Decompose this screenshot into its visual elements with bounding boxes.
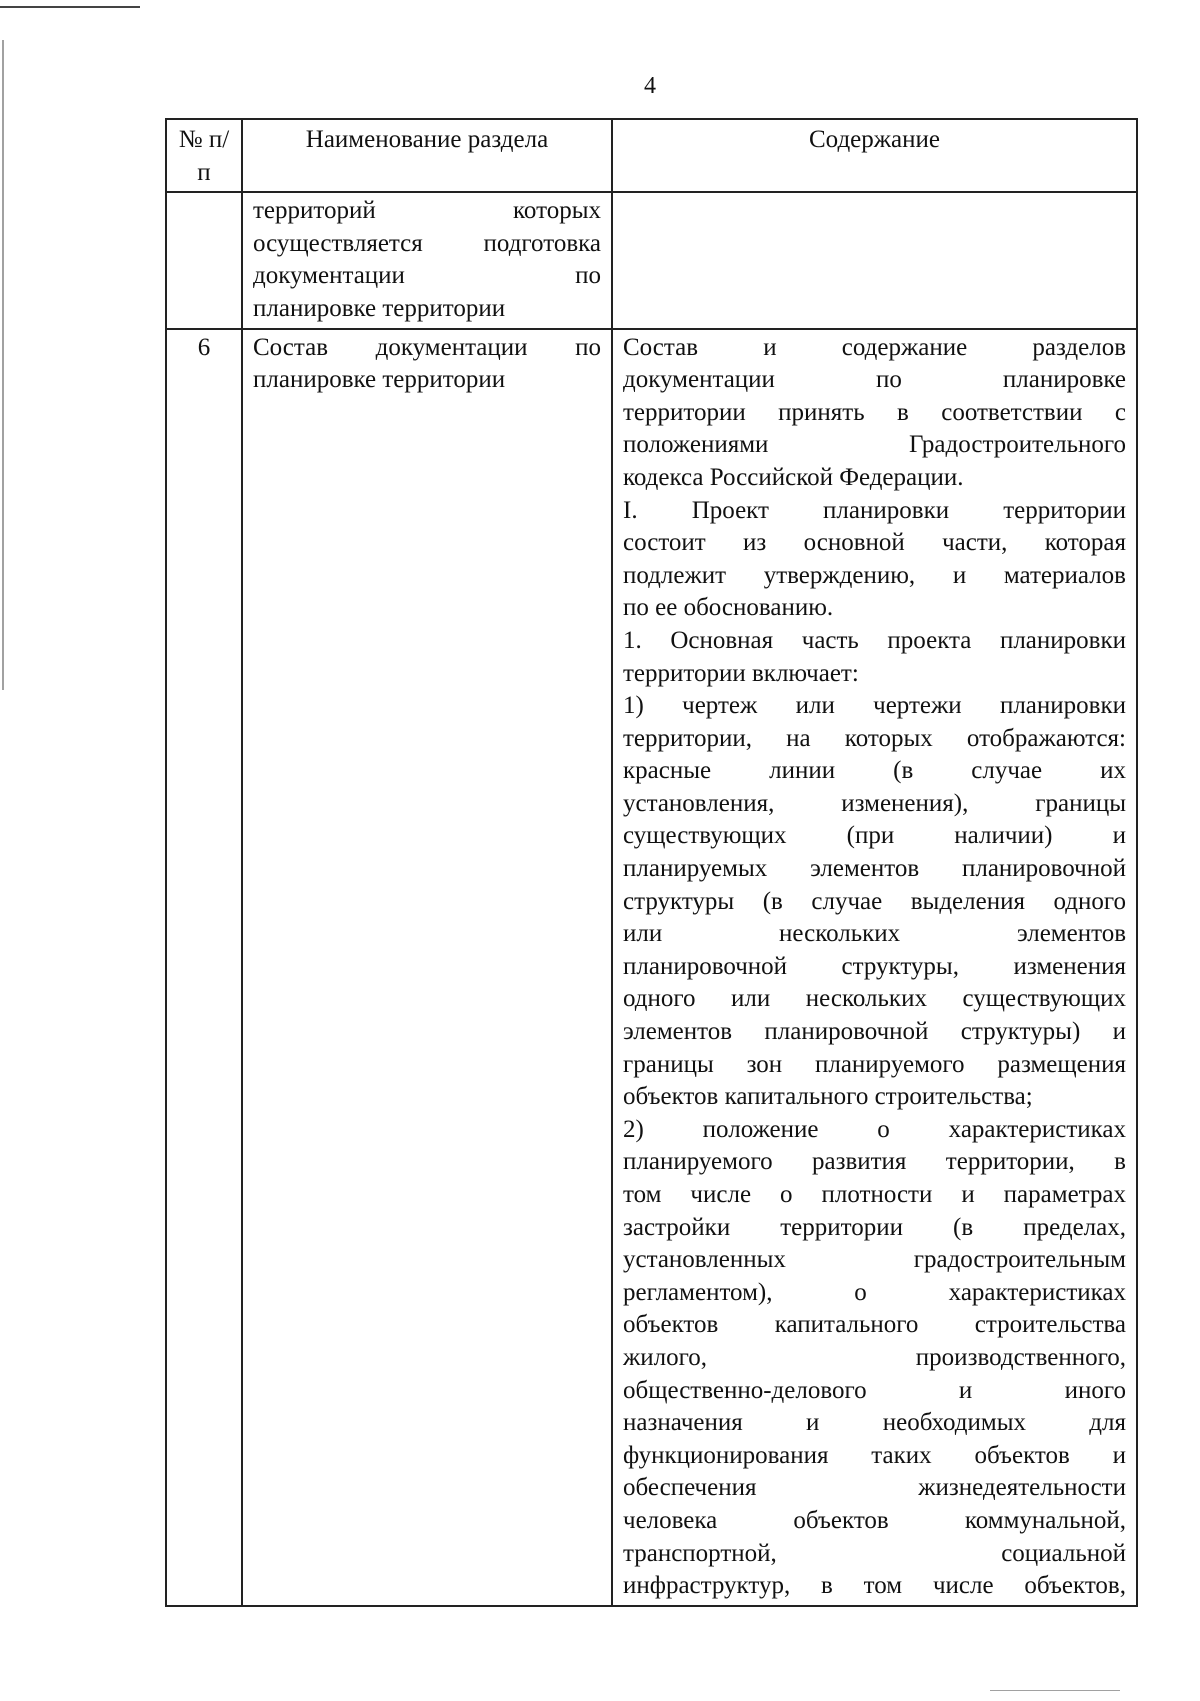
text-line: назначения и необходимых для xyxy=(623,1409,1126,1437)
text-line: объектов капитального строительства xyxy=(623,1311,1126,1339)
text-line: жилого, производственного, xyxy=(623,1343,1126,1371)
sections-table xyxy=(165,118,1138,1607)
text-line: документации по планировке xyxy=(623,366,1126,394)
text-line: регламентом), о характеристиках xyxy=(623,1278,1126,1306)
table-row-continuation xyxy=(166,192,1137,328)
cont-num-cell xyxy=(166,192,242,328)
row6-content-cell xyxy=(612,329,1137,1606)
text-line: или нескольких элементов xyxy=(623,920,1126,948)
text-line: кодекса Российской Федерации. xyxy=(623,463,964,491)
text-line: функционирования таких объектов и xyxy=(623,1441,1126,1469)
scan-artifact-bottom xyxy=(990,1690,1120,1691)
text-line: 2) положение о характеристиках xyxy=(623,1115,1126,1143)
cont-name-cell xyxy=(242,192,612,328)
text-line: территории, на которых отображаются: xyxy=(623,724,1126,752)
text-line: по ее обоснованию. xyxy=(623,594,834,622)
row6-name-cell xyxy=(242,329,612,1606)
text-line: границы зон планируемого размещения xyxy=(623,1050,1126,1078)
text-line: планировочной структуры, изменения xyxy=(623,952,1126,980)
text-line: территорий которых xyxy=(253,197,601,225)
text-line: 1. Основная часть проекта планировки xyxy=(623,626,1126,654)
table-header-row xyxy=(166,119,1137,192)
text-line: застройки территории (в пределах, xyxy=(623,1213,1126,1241)
scan-artifact-left xyxy=(2,40,4,690)
text-line: 1) чертеж или чертежи планировки xyxy=(623,692,1126,720)
text-line: положениями Градостроительного xyxy=(623,431,1126,459)
text-line: обеспечения жизнедеятельности xyxy=(623,1474,1126,1502)
text-line: I. Проект планировки территории xyxy=(623,496,1126,524)
text-line: территории включает: xyxy=(623,659,859,687)
header-name: Наименование раздела xyxy=(242,119,612,192)
header-num: № п/п xyxy=(166,119,242,192)
text-line: том числе о плотности и параметрах xyxy=(623,1181,1126,1208)
text-line: территории принять в соответствии с xyxy=(623,398,1126,426)
cont-content-cell xyxy=(612,192,1137,328)
text-line: установления, изменения), границы xyxy=(623,789,1126,817)
text-line: существующих (при наличии) и xyxy=(623,822,1126,850)
text-line: элементов планировочной структуры) и xyxy=(623,1018,1126,1046)
text-line: состоит из основной части, которая xyxy=(623,529,1126,557)
text-line: осуществляется подготовка xyxy=(253,229,601,257)
text-line: транспортной, социальной xyxy=(623,1539,1126,1567)
page-number: 4 xyxy=(644,73,656,99)
text-line: человека объектов коммунальной, xyxy=(623,1506,1126,1534)
scan-artifact-top xyxy=(0,6,140,8)
text-line: планировке территории xyxy=(253,366,506,394)
text-line: структуры (в случае выделения одного xyxy=(623,887,1126,915)
text-line: планируемого развития территории, в xyxy=(623,1148,1126,1176)
text-line: красные линии (в случае их xyxy=(623,757,1126,785)
text-line: документации по xyxy=(253,262,601,290)
text-line: Состав документации по xyxy=(253,333,601,361)
table-row-6 xyxy=(166,329,1137,1606)
text-line: планируемых элементов планировочной xyxy=(623,855,1126,883)
text-line: общественно-делового и иного xyxy=(623,1376,1126,1404)
row6-num: 6 xyxy=(166,329,242,1606)
text-line: подлежит утверждению, и материалов xyxy=(623,561,1126,589)
text-line: одного или нескольких существующих xyxy=(623,985,1126,1013)
text-line: планировке территории xyxy=(253,294,506,322)
text-line: Состав и содержание разделов xyxy=(623,333,1126,361)
text-line: объектов капитального строительства; xyxy=(623,1083,1033,1111)
text-line: установленных градостроительным xyxy=(623,1246,1126,1274)
text-line: инфраструктур, в том числе объектов, xyxy=(623,1572,1126,1600)
header-content: Содержание xyxy=(612,119,1137,192)
